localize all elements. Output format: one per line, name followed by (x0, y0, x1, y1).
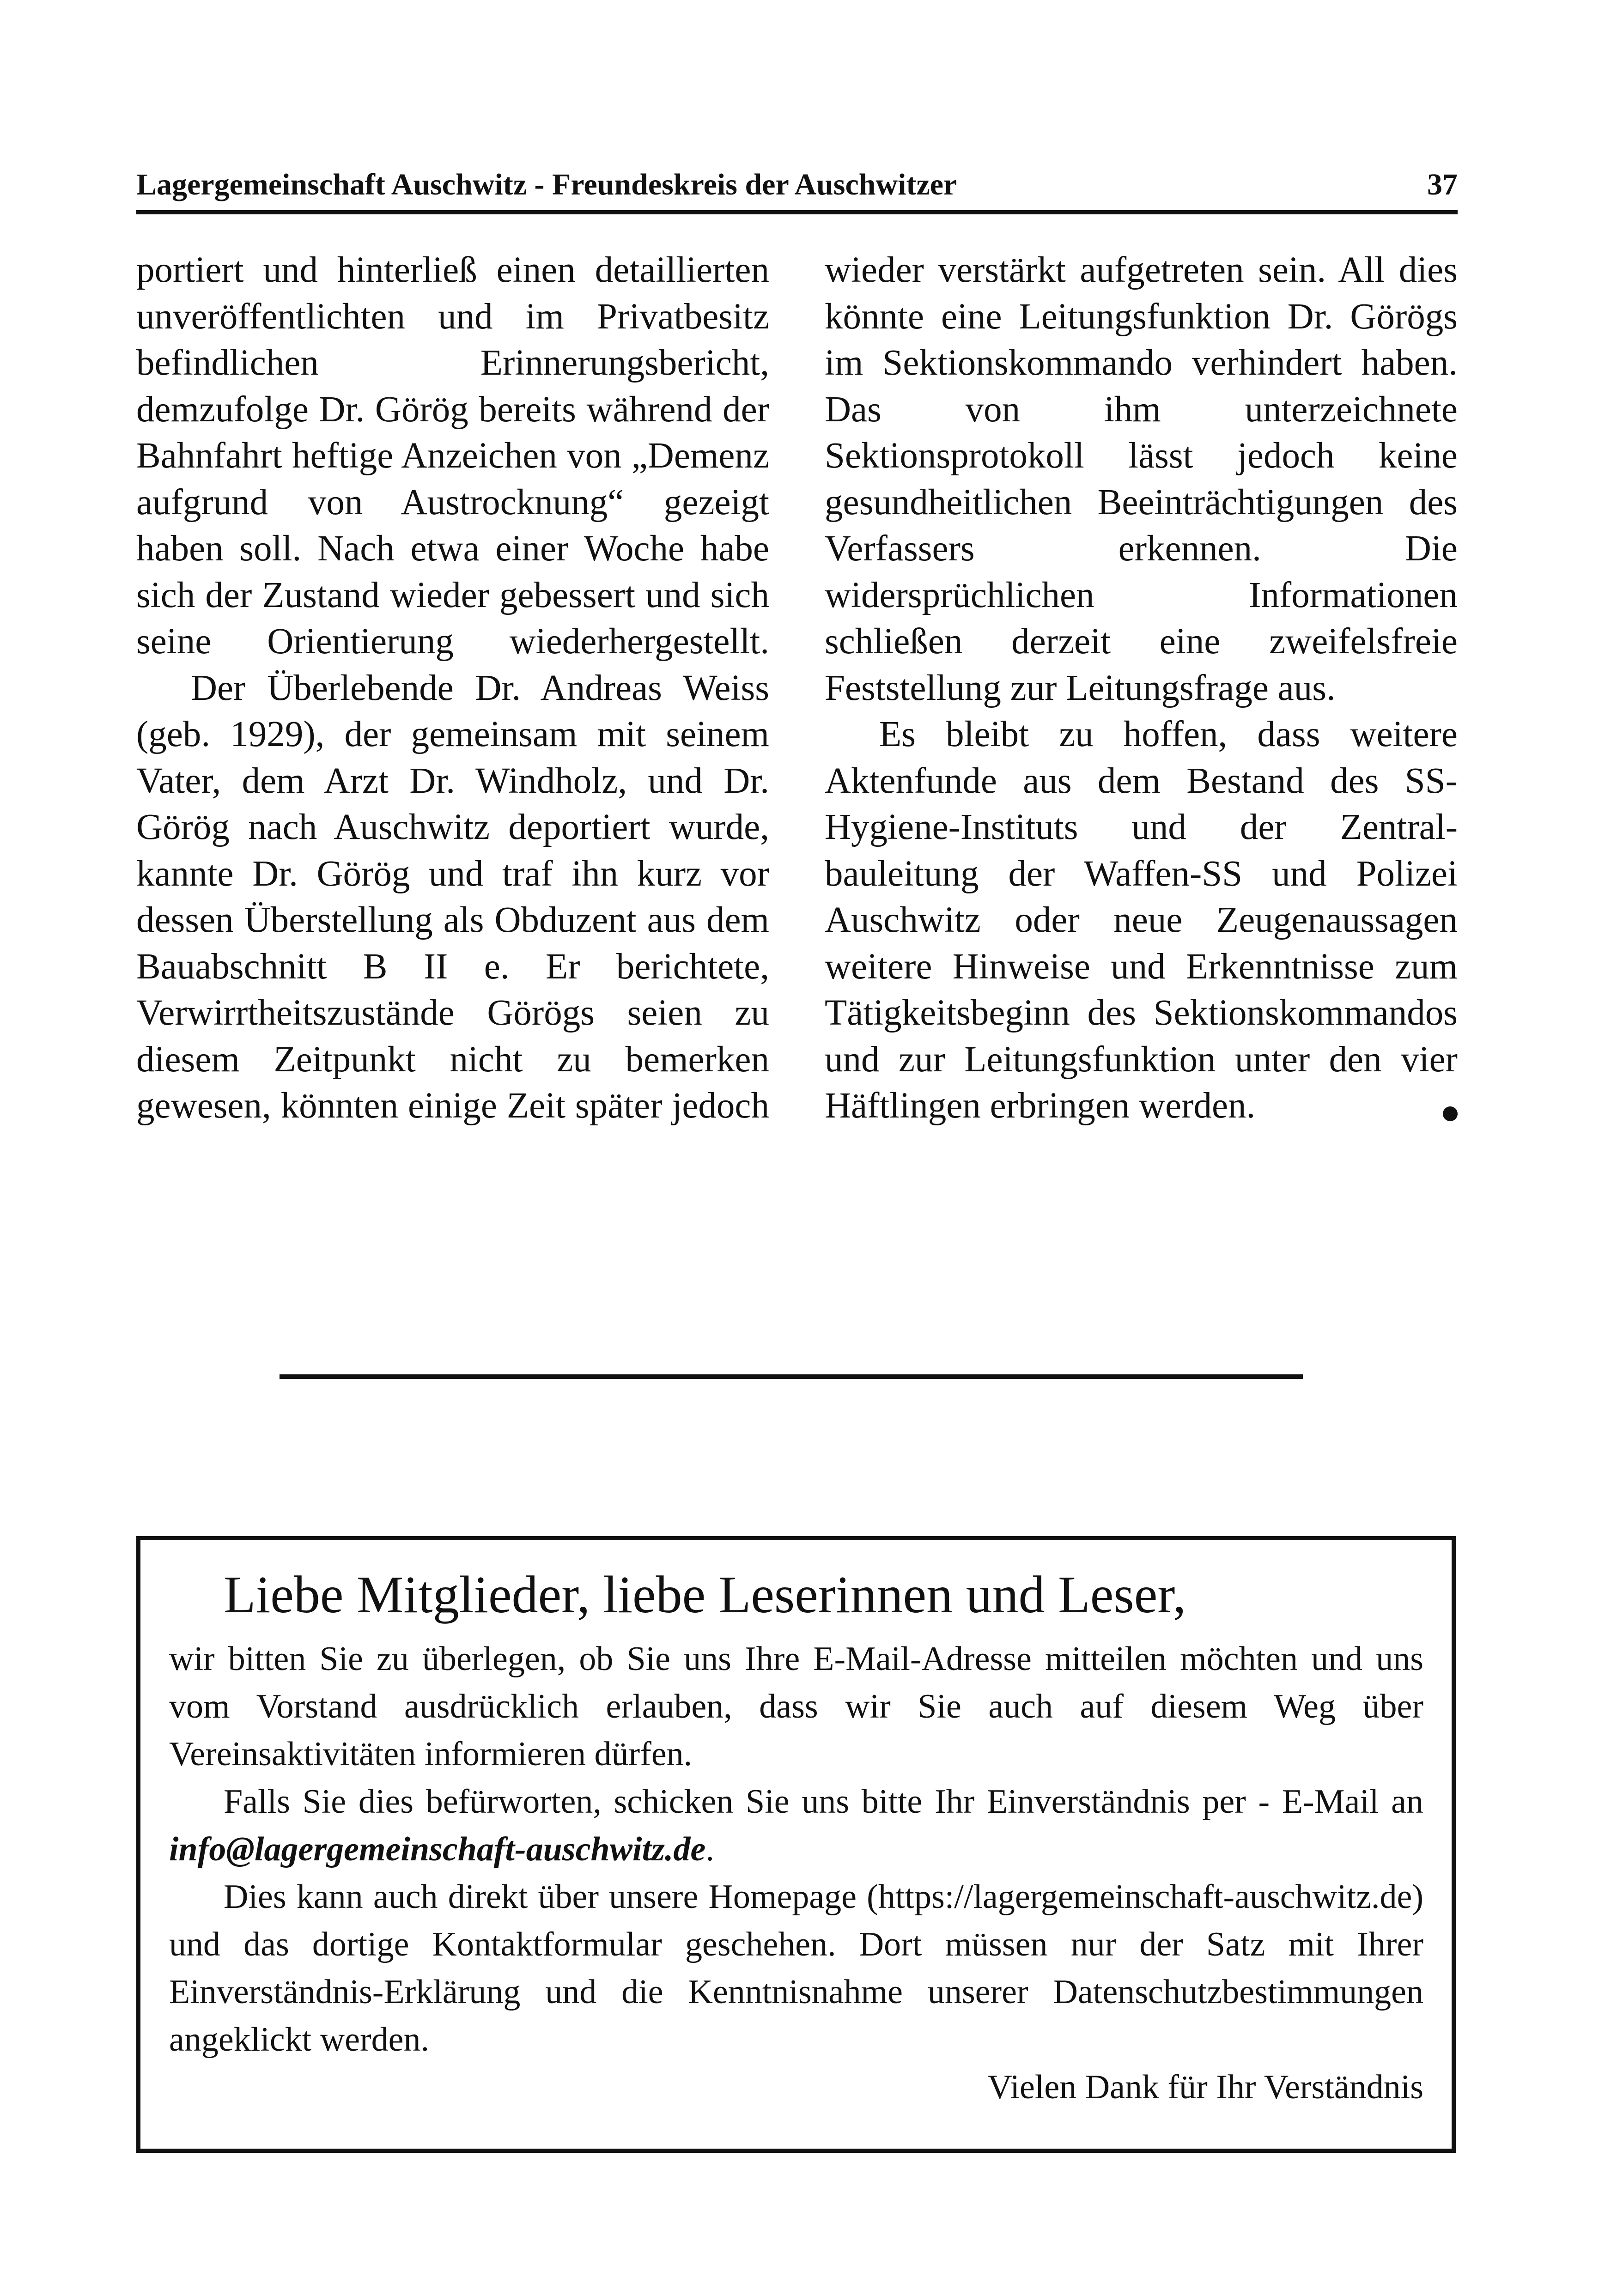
notice-paragraph-1: wir bitten Sie zu überlegen, ob Sie uns Ihre E-Mail-Adresse mitteilen möchten und uns vom Vorstand ausdrücklich erlauben, dass wir Sie auch auf diesem Weg über Vereinsaktivitäten informieren dürfen. (169, 1640, 1423, 1773)
notice-paragraph-3: Dies kann auch direkt über unsere Homepage (https://lagergemeinschaft-auschwitz.de) und das dortige Kontaktformular geschehen. Dort müssen nur der Satz mit Ihrer Einverständnis-Erklärung und die Kenntnisnahme unserer Datenschutzbestimmungen angeklickt werden. (169, 1878, 1423, 2059)
header-title: Lagergemeinschaft Auschwitz - Freundeskreis der Auschwitzer (136, 168, 957, 201)
contact-email-link[interactable]: info@lagergemeinschaft-auschwitz.de (169, 1830, 706, 1868)
notice-closing: Vielen Dank für Ihr Verständnis (987, 2068, 1423, 2106)
notice-paragraph-2-text: Falls Sie dies befürworten, schicken Sie uns bitte Ihr Einverständnis per - E-Mail an (224, 1783, 1423, 1821)
notice-paragraph-2 (169, 1778, 1423, 1873)
notice-paragraph-2-end: . (705, 1830, 714, 1868)
notice-title: Liebe Mitglieder, liebe Leserinnen und Leser, (224, 1565, 1186, 1624)
article-column-right (825, 247, 1458, 1130)
right-paragraph-2 (825, 711, 1458, 1130)
end-of-article-bullet-icon (1443, 1106, 1458, 1121)
running-header (136, 164, 1458, 214)
member-notice-box (136, 1536, 1456, 2153)
left-paragraph-1: portiert und hinterließ einen detaillierten unveröffentlichten und im Privatbesitz befindlichen Erinnerungsbericht, demzufolge Dr. Görög bereits während der Bahnfahrt heftige Anzeichen von „Demenz aufgrund von Austrocknung“ gezeigt haben soll. Nach etwa einer Woche habe sich der Zustand wieder gebessert und sich seine Orientierung wiederhergestellt. (136, 250, 769, 662)
right-paragraph-1: wieder verstärkt aufgetreten sein. All dies könnte eine Leitungsfunktion Dr. Görögs im Sektionskommando verhindert haben. Das von ihm unterzeichnete Sektionsprotokoll lässt jedoch keine gesundheitlichen Beeinträchtigungen des Verfassers erkennen. Die widersprüchlichen Informationen schließen derzeit eine zweifelsfreie Feststellung zur Leitungsfrage aus. (825, 250, 1458, 708)
article-column-left (136, 247, 769, 1130)
page-number: 37 (1427, 168, 1458, 201)
member-notice-content (169, 1562, 1423, 2111)
left-paragraph-2: Der Überlebende Dr. Andreas Weiss (geb. 1929), der gemeinsam mit seinem Vater, dem Arzt Dr. Windholz, und Dr. Görög nach Auschwitz deportiert wurde, kannte Dr. Görög und traf ihn kurz vor dessen Überstellung als Obduzent aus dem Bauabschnitt B II e. Er berichtete, Verwirrtheitszustände Görögs seien zu diesem Zeitpunkt nicht zu bemerken gewesen, könnten einige Zeit später jedoch (136, 668, 769, 1126)
right-paragraph-2-text: Es bleibt zu hoffen, dass weitere Aktenfunde aus dem Bestand des SS-Hygiene-Instituts und der Zentralbauleitung der Waffen-SS und Polizei Auschwitz oder neue Zeugenaussagen weitere Hinweise und Erkenntnisse zum Tätigkeitsbeginn des Sektionskommandos und zur Leitungsfunktion unter den vier Häftlingen erbringen werden. (825, 714, 1458, 1126)
section-separator-line (280, 1374, 1303, 1379)
